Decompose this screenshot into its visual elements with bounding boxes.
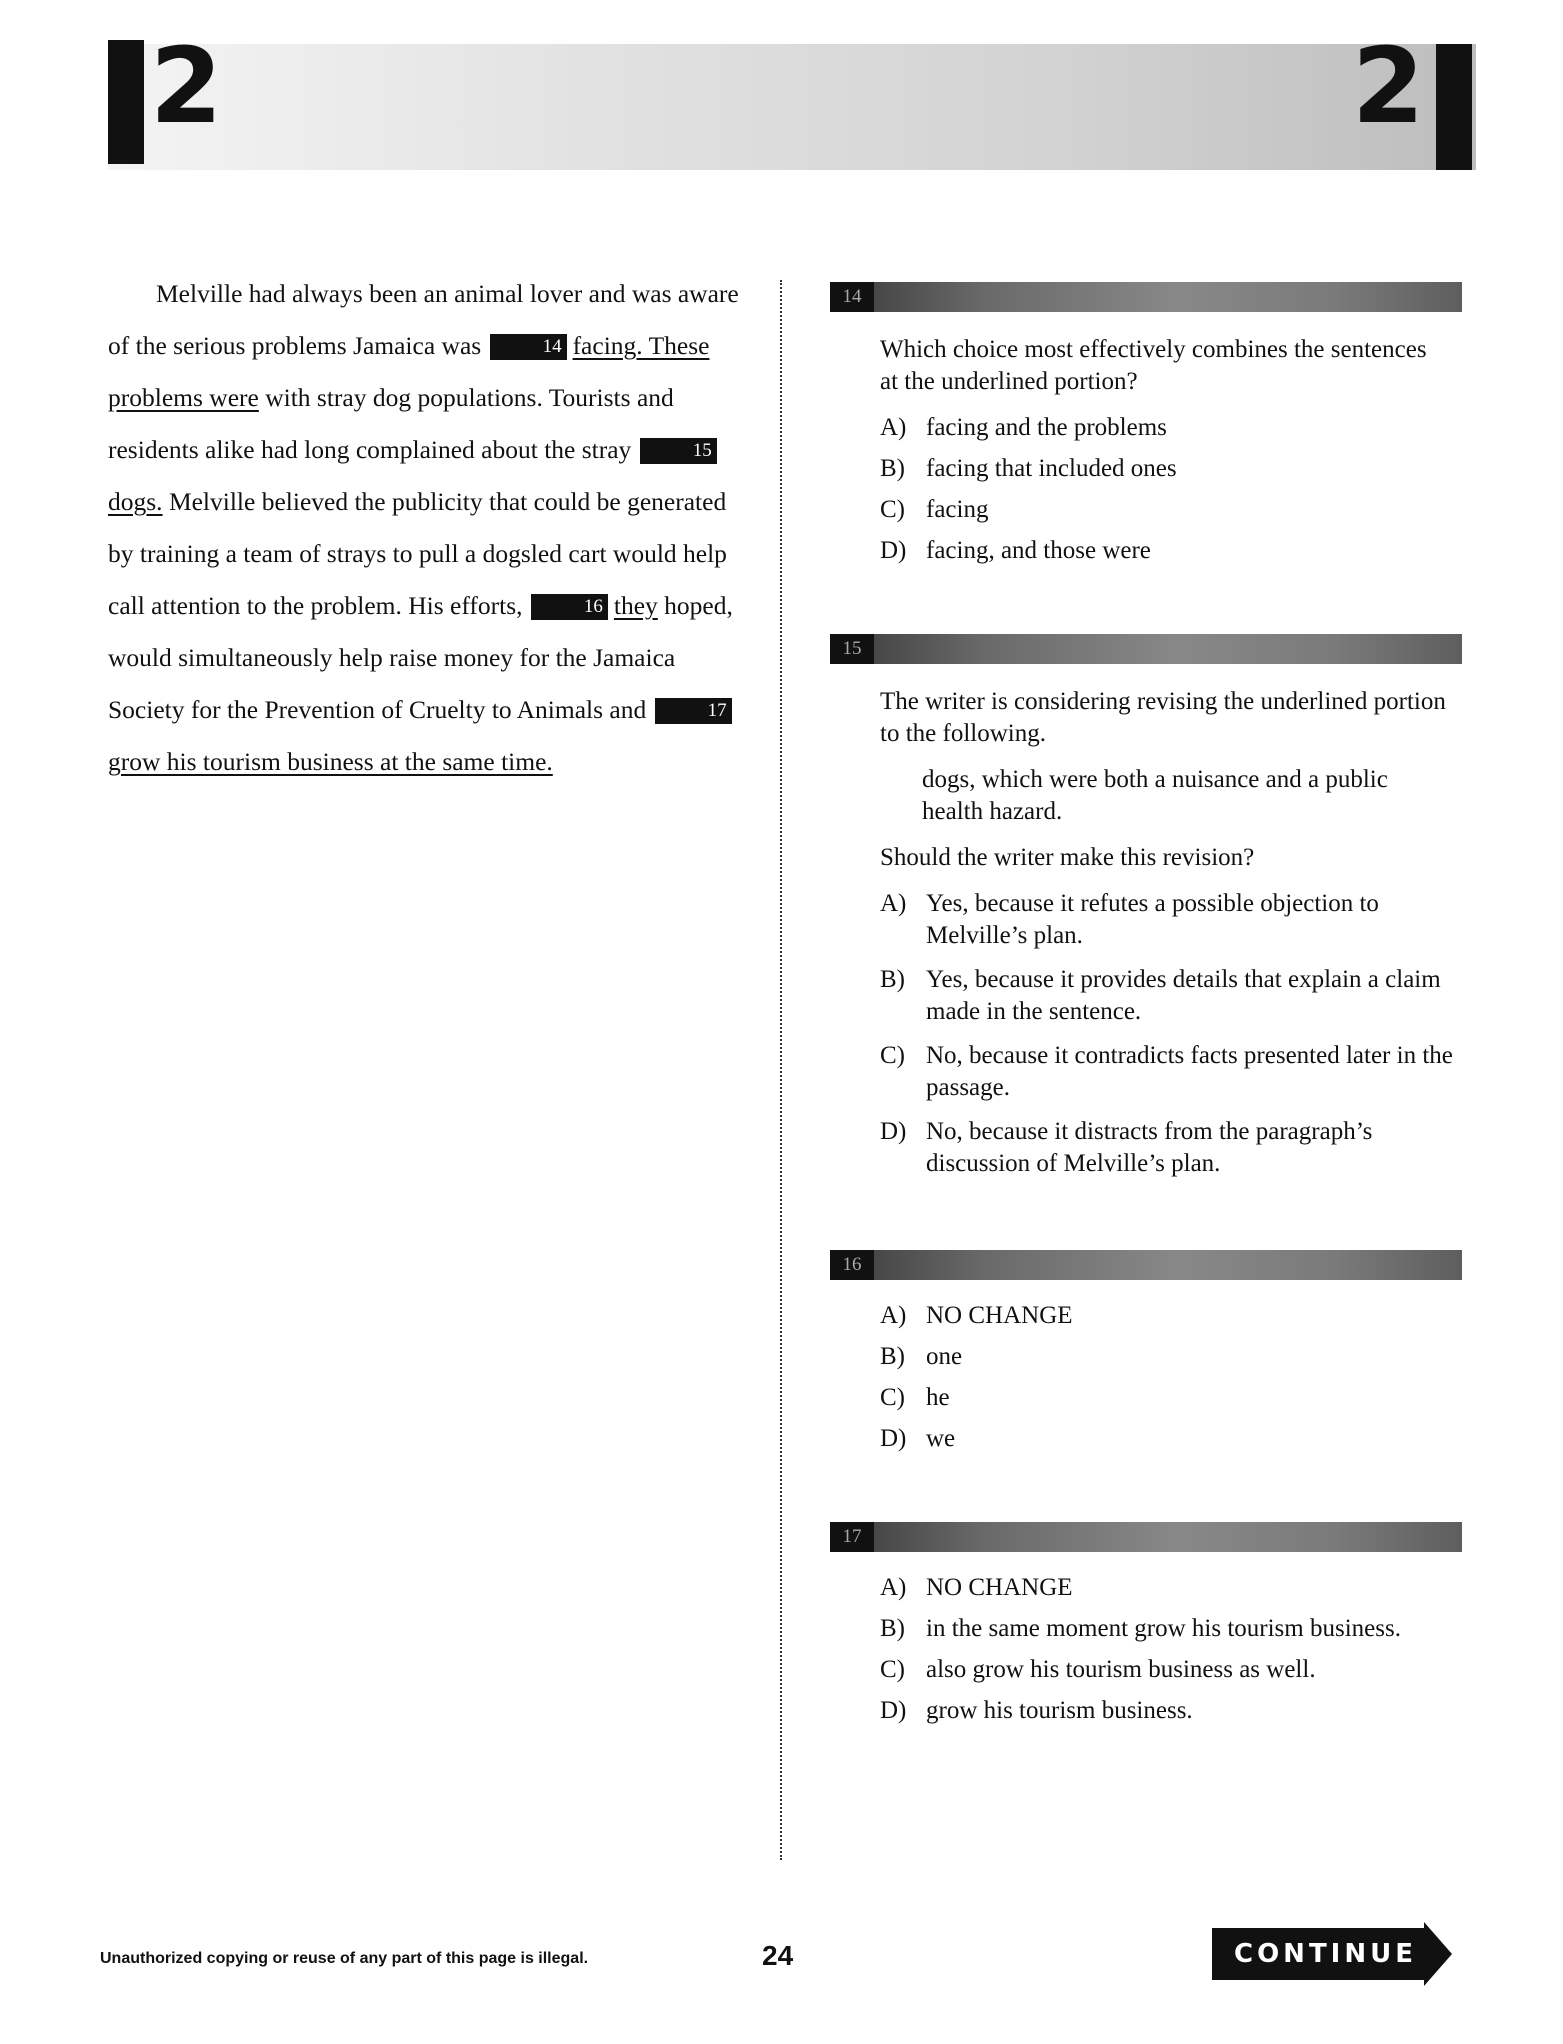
question-number: 15 xyxy=(830,634,874,664)
header-left-bar xyxy=(108,40,144,164)
question-16 xyxy=(830,1250,1470,1464)
choice-text: he xyxy=(926,1384,950,1411)
choice-text: NO CHANGE xyxy=(926,1302,1073,1329)
answer-choice-a[interactable] xyxy=(880,1300,1470,1332)
choice-letter: C) xyxy=(880,496,905,523)
answer-choice-a[interactable] xyxy=(880,1572,1470,1604)
passage xyxy=(108,268,758,788)
choice-letter: A) xyxy=(880,890,907,917)
choice-letter: C) xyxy=(880,1384,905,1411)
answer-choice-c[interactable] xyxy=(880,1040,1470,1104)
answer-choice-b[interactable] xyxy=(880,453,1470,485)
choice-letter: D) xyxy=(880,1425,907,1452)
choice-text: grow his tourism business. xyxy=(926,1697,1193,1724)
choice-letter: B) xyxy=(880,1615,905,1642)
choice-letter: A) xyxy=(880,1302,907,1329)
answer-choice-d[interactable] xyxy=(880,1423,1470,1455)
choice-letter: D) xyxy=(880,1697,907,1724)
question-number: 14 xyxy=(830,282,874,312)
choice-text: facing that included ones xyxy=(926,455,1177,482)
choice-letter: D) xyxy=(880,1118,907,1145)
question-stem: Which choice most effectively combines the sentences at the underlined portion? xyxy=(880,336,1427,395)
choice-text: facing, and those were xyxy=(926,537,1151,564)
passage-text: hoped, would simultaneously help raise money for the Jamaica Society for the Prevention of Cruelty to Animals and xyxy=(108,591,733,724)
choice-text: in the same moment grow his tourism business. xyxy=(926,1615,1401,1642)
choice-text: No, because it contradicts facts presented later in the passage. xyxy=(926,1042,1453,1101)
continue-label: CONTINUE xyxy=(1234,1939,1417,1969)
choice-text: NO CHANGE xyxy=(926,1574,1073,1601)
question-header-bar xyxy=(830,634,1462,664)
answer-choice-b[interactable] xyxy=(880,1613,1470,1645)
question-14 xyxy=(830,282,1470,576)
question-15 xyxy=(830,634,1470,1192)
answer-choice-c[interactable] xyxy=(880,1382,1470,1414)
choice-text: Yes, because it provides details that explain a claim made in the sentence. xyxy=(926,966,1441,1025)
question-marker-14: 14 xyxy=(490,334,567,360)
answer-choices xyxy=(880,1572,1470,1727)
answer-choice-d[interactable] xyxy=(880,1116,1470,1180)
question-17 xyxy=(830,1522,1470,1736)
choice-letter: B) xyxy=(880,1343,905,1370)
answer-choice-b[interactable] xyxy=(880,1341,1470,1373)
question-number: 17 xyxy=(830,1522,874,1552)
underlined-portion-17: grow his tourism business at the same time. xyxy=(108,747,553,776)
answer-choices xyxy=(880,888,1470,1180)
answer-choice-c[interactable] xyxy=(880,1654,1470,1686)
continue-button[interactable] xyxy=(1212,1928,1424,1980)
question-marker-16: 16 xyxy=(531,594,608,620)
question-header-bar xyxy=(830,282,1462,312)
choice-letter: B) xyxy=(880,966,905,993)
copyright-notice: Unauthorized copying or reuse of any part of this page is illegal. xyxy=(100,1950,589,1967)
question-prompt: Should the writer make this revision? xyxy=(880,844,1255,871)
passage-paragraph xyxy=(108,268,758,788)
underlined-portion-15: dogs. xyxy=(108,487,163,516)
section-header-band xyxy=(108,44,1476,170)
choice-letter: B) xyxy=(880,455,905,482)
page-number: 24 xyxy=(762,1940,794,1971)
column-divider xyxy=(780,280,782,1860)
answer-choice-c[interactable] xyxy=(880,494,1470,526)
answer-choice-a[interactable] xyxy=(880,412,1470,444)
choice-letter: A) xyxy=(880,1574,907,1601)
passage-text: with stray dog populations. Tourists and residents alike had long complained about the stray xyxy=(108,383,674,464)
header-right-bar xyxy=(1436,44,1472,170)
choice-text: one xyxy=(926,1343,963,1370)
choice-letter: C) xyxy=(880,1656,905,1683)
question-number: 16 xyxy=(830,1250,874,1280)
question-marker-17: 17 xyxy=(655,698,732,724)
choice-letter: D) xyxy=(880,537,907,564)
question-stem: The writer is considering revising the underlined portion to the following. xyxy=(880,688,1446,747)
section-number-right: 2 xyxy=(1352,25,1425,147)
underlined-portion-14: facing. These problems were xyxy=(108,331,710,412)
question-header-bar xyxy=(830,1250,1462,1280)
choice-letter: C) xyxy=(880,1042,905,1069)
choice-text: we xyxy=(926,1425,956,1452)
answer-choice-d[interactable] xyxy=(880,535,1470,567)
choice-text: No, because it distracts from the paragraph’s discussion of Melville’s plan. xyxy=(926,1118,1373,1177)
revision-quote: dogs, which were both a nuisance and a public health hazard. xyxy=(922,766,1388,825)
answer-choices xyxy=(880,1300,1470,1455)
passage-text: Melville had always been an animal lover and was aware of the serious problems Jamaica was xyxy=(108,279,739,360)
choice-text: also grow his tourism business as well. xyxy=(926,1656,1316,1683)
question-header-bar xyxy=(830,1522,1462,1552)
answer-choice-a[interactable] xyxy=(880,888,1470,952)
answer-choice-d[interactable] xyxy=(880,1695,1470,1727)
answer-choice-b[interactable] xyxy=(880,964,1470,1028)
underlined-portion-16: they xyxy=(613,591,658,620)
choice-text: facing xyxy=(926,496,989,523)
choice-letter: A) xyxy=(880,414,907,441)
question-marker-15: 15 xyxy=(640,438,717,464)
answer-choices xyxy=(880,412,1470,567)
choice-text: Yes, because it refutes a possible objection to Melville’s plan. xyxy=(926,890,1379,949)
section-number-left: 2 xyxy=(150,25,223,147)
passage-text: Melville believed the publicity that could be generated by training a team of strays to pull a dogsled cart would help call attention to the problem. His efforts, xyxy=(108,487,727,620)
choice-text: facing and the problems xyxy=(926,414,1167,441)
